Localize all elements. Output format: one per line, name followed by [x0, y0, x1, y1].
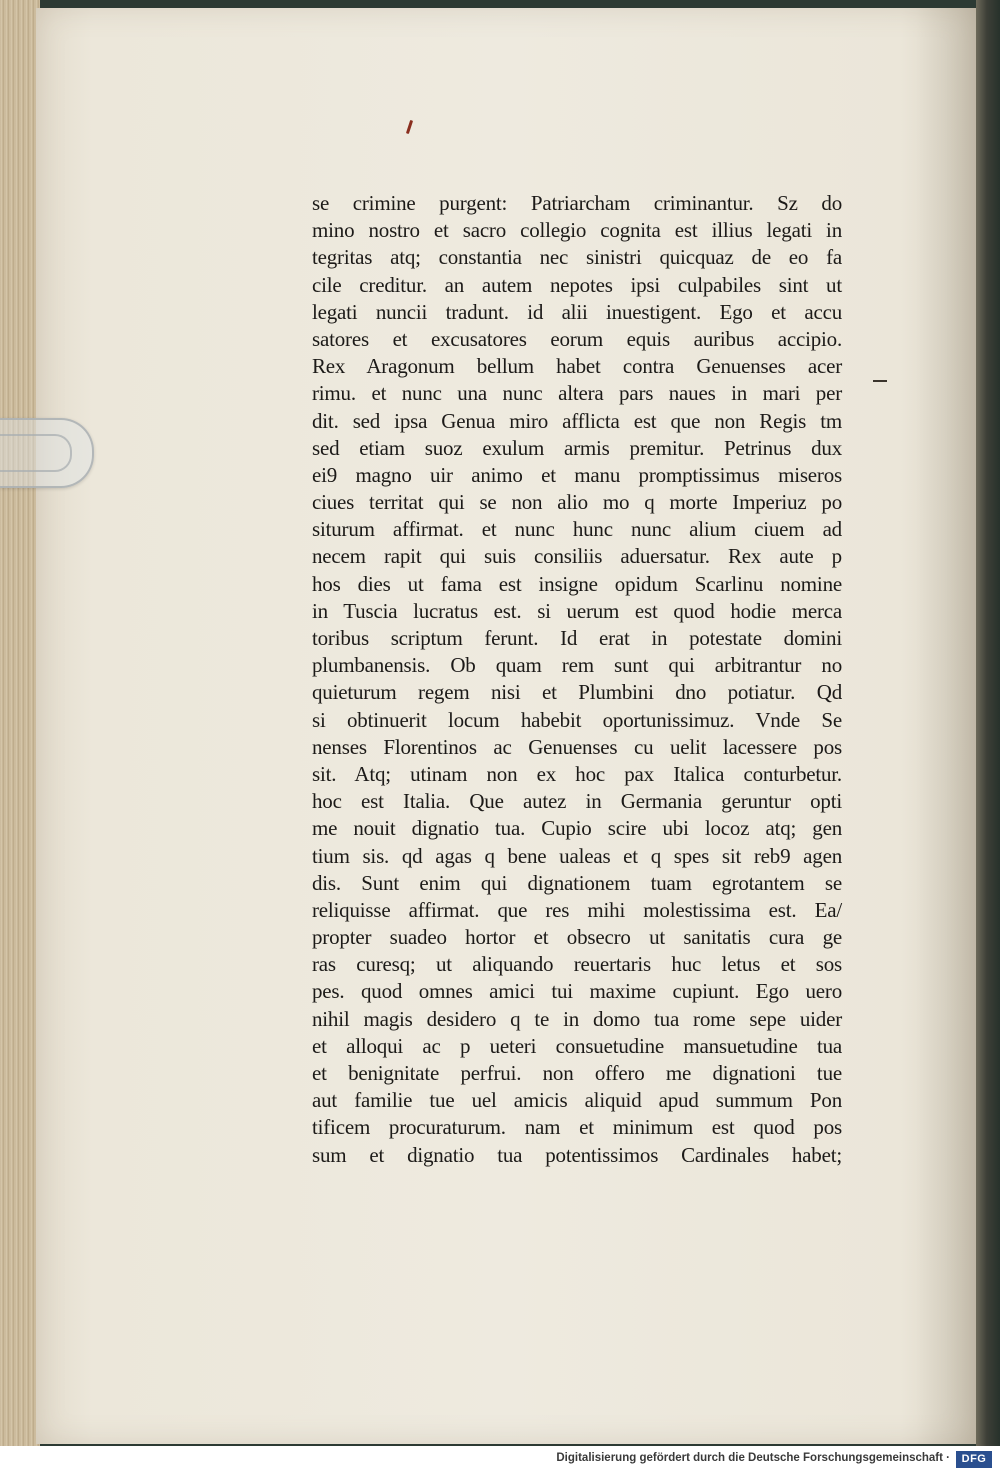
- text-line: propter suadeo hortor et obsecro ut sanitatis cura ge: [312, 925, 842, 950]
- text-line: plumbanensis. Ob quam rem sunt qui arbitrantur no: [312, 653, 842, 678]
- dfg-logo: DFG: [956, 1451, 992, 1468]
- text-line: se crimine purgent: Patriarcham criminantur. Sz do: [312, 191, 842, 215]
- text-line: necem rapit qui suis consiliis aduersatur. Rex aute p: [312, 544, 842, 569]
- text-line: aut familie tue uel amicis aliquid apud summum Pon: [312, 1088, 842, 1113]
- text-line: dis. Sunt enim qui dignationem tuam egrotantem se: [312, 870, 842, 895]
- text-line: reliquisse affirmat. que res mihi molestissima est. Ea/: [312, 897, 842, 922]
- text-line: ras curesq; ut aliquando reuertaris huc letus et sos: [312, 952, 842, 977]
- funding-credit: Digitalisierung gefördert durch die Deutsche Forschungsgemeinschaft ·: [556, 1452, 950, 1464]
- text-line: ciues territat qui se non alio mo q morte Imperiuz po: [312, 490, 842, 515]
- text-line: toribus scriptum ferunt. Id erat in potestate domini: [312, 626, 842, 650]
- printed-text-block: [312, 190, 842, 1169]
- text-line: dit. sed ipsa Genua miro afflicta est que non Regis tm: [312, 408, 842, 433]
- text-line: siturum affirmat. et nunc hunc nunc alium ciuem ad: [312, 517, 842, 542]
- page-fore-edge: [0, 0, 40, 1446]
- text-line: et alloqui ac p ueteri consuetudine mansuetudine tua: [312, 1033, 842, 1058]
- text-line: et benignitate perfrui. non offero me dignationi tue: [312, 1061, 842, 1085]
- text-line: sit. Atq; utinam non ex hoc pax Italica conturbetur.: [312, 761, 842, 786]
- margin-mark: [873, 380, 887, 382]
- text-line: Rex Aragonum bellum habet contra Genuenses acer: [312, 354, 842, 379]
- text-line: ei9 magno uir animo et manu promptissimus miseros: [312, 462, 842, 487]
- text-line: mino nostro et sacro collegio cognita est illius legati in: [312, 218, 842, 243]
- footer-bar: [0, 1446, 1000, 1474]
- text-line: satores et excusatores eorum equis auribus accipio.: [312, 326, 842, 351]
- text-line: tegritas atq; constantia nec sinistri quicquaz de eo fa: [312, 245, 842, 270]
- text-line: sed etiam suoz exulum armis premitur. Petrinus dux: [312, 435, 842, 460]
- text-line: tium sis. qd agas q bene ualeas et q spes sit reb9 agen: [312, 843, 842, 868]
- text-line: hoc est Italia. Que autez in Germania geruntur opti: [312, 789, 842, 814]
- text-line: si obtinuerit locum habebit oportunissimuz. Vnde Se: [312, 707, 842, 732]
- text-line: me nouit dignatio tua. Cupio scire ubi locoz atq; gen: [312, 816, 842, 841]
- text-line: sum et dignatio tua potentissimos Cardinales habet;: [312, 1142, 842, 1167]
- text-line: rimu. et nunc una nunc altera pars naues in mari per: [312, 381, 842, 406]
- text-line: tificem procuraturum. nam et minimum est quod pos: [312, 1115, 842, 1140]
- text-line: pes. quod omnes amici tui maxime cupiunt. Ego uero: [312, 979, 842, 1004]
- text-line: in Tuscia lucratus est. si uerum est quod hodie merca: [312, 598, 842, 623]
- page-gutter-shadow: [916, 8, 976, 1444]
- text-line: nihil magis desidero q te in domo tua rome sepe uider: [312, 1006, 842, 1031]
- text-line: nenses Florentinos ac Genuenses cu uelit lacessere pos: [312, 734, 842, 759]
- text-line: legati nuncii tradunt. id alii inuestigent. Ego et accu: [312, 299, 842, 324]
- text-line: hos dies ut fama est insigne opidum Scarlinu nomine: [312, 571, 842, 596]
- text-line: quieturum regem nisi et Plumbini dno potiatur. Qd: [312, 680, 842, 705]
- paper-clip-icon: [0, 418, 94, 488]
- book-binding: [976, 0, 1000, 1446]
- text-line: cile creditur. an autem nepotes ipsi culpabiles sint ut: [312, 272, 842, 297]
